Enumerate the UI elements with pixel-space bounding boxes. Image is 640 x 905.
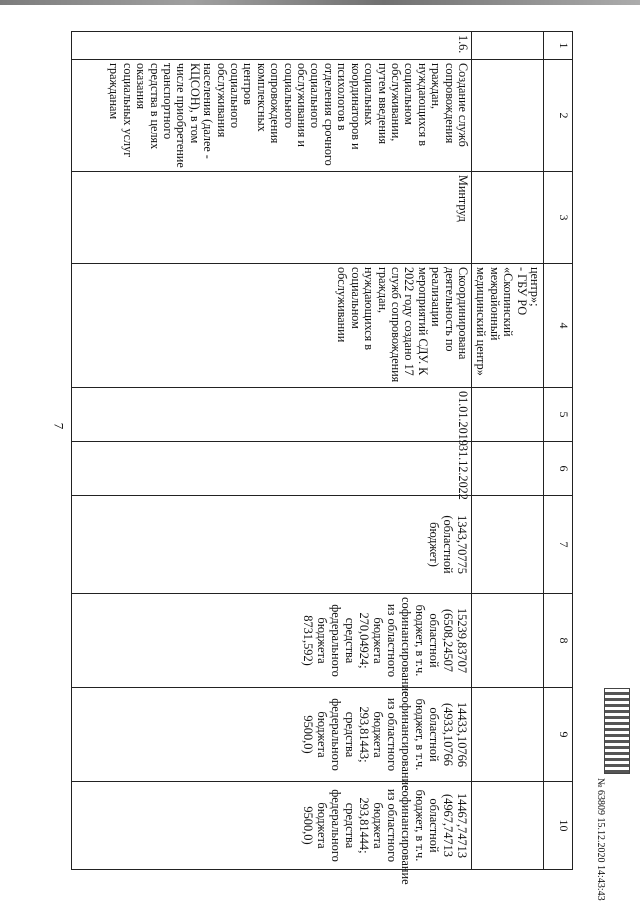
header-cell: 2	[544, 60, 573, 172]
header-cell: 10	[544, 782, 573, 870]
funding-2022: 14467,74713 (4967,74713 областной бюджет, в т.ч. софинансирование из областного бюджета 293,81444; средства федерального бюджета 9500,0)	[71, 782, 471, 870]
header-cell: 7	[544, 496, 573, 594]
header-row	[544, 32, 573, 870]
header-cell: 1	[544, 32, 573, 60]
executor: Минтруд	[71, 172, 471, 264]
expected-result: Скоординирована деятельность по реализации мероприятий СДУ. К 2022 году создано 17 служб сопровождения граждан, нуждающихся в социальном обслуживании	[71, 264, 471, 388]
header-cell: 5	[544, 388, 573, 442]
funding-2021: 14433,10766 (4933,10766 областной бюджет, в т.ч. софинансирование из областного бюджета 293,81443; средства федерального бюджета 9500,0)	[71, 688, 471, 782]
registration-stamp	[604, 688, 630, 774]
continuation-row	[471, 32, 543, 870]
scan-edge	[0, 0, 640, 5]
funding-2020: 15239,83707 (6508,24507 областной бюджет, в т.ч. софинансирование из областного бюджета 270,04924; средства федерального бюджета 8731,592)	[71, 594, 471, 688]
header-cell: 3	[544, 172, 573, 264]
funding-2019: 1343,70775 (областной бюджет)	[71, 496, 471, 594]
table-row	[71, 32, 471, 870]
measure-name: Создание служб сопровождения граждан, нуждающихся в социальном обслуживании, путем введения социальных координаторов и психологов в отделения срочного социального обслуживания и социального сопровождения комплексных центров социального обслуживания населения (далее - КЦСОН), в том числе приобретение транспортного средства в целях оказания социальных услуг гражданам	[71, 60, 471, 172]
start-date: 01.01.2019	[71, 388, 471, 442]
end-date: 31.12.2022	[71, 442, 471, 496]
rotated-table-wrapper	[68, 31, 573, 885]
measures-table	[71, 31, 573, 885]
footer-registration: № 63809 15.12.2020 14:43:43	[595, 778, 606, 901]
row-number: 1.6.	[71, 32, 471, 60]
page-number: 7	[51, 422, 67, 430]
header-cell: 4	[544, 264, 573, 388]
header-cell: 8	[544, 594, 573, 688]
header-cell: 6	[544, 442, 573, 496]
header-cell: 9	[544, 688, 573, 782]
continuation-cell: центр»; - ГБУ РО «Скопинский межрайонный медицинский центр»	[471, 264, 543, 388]
